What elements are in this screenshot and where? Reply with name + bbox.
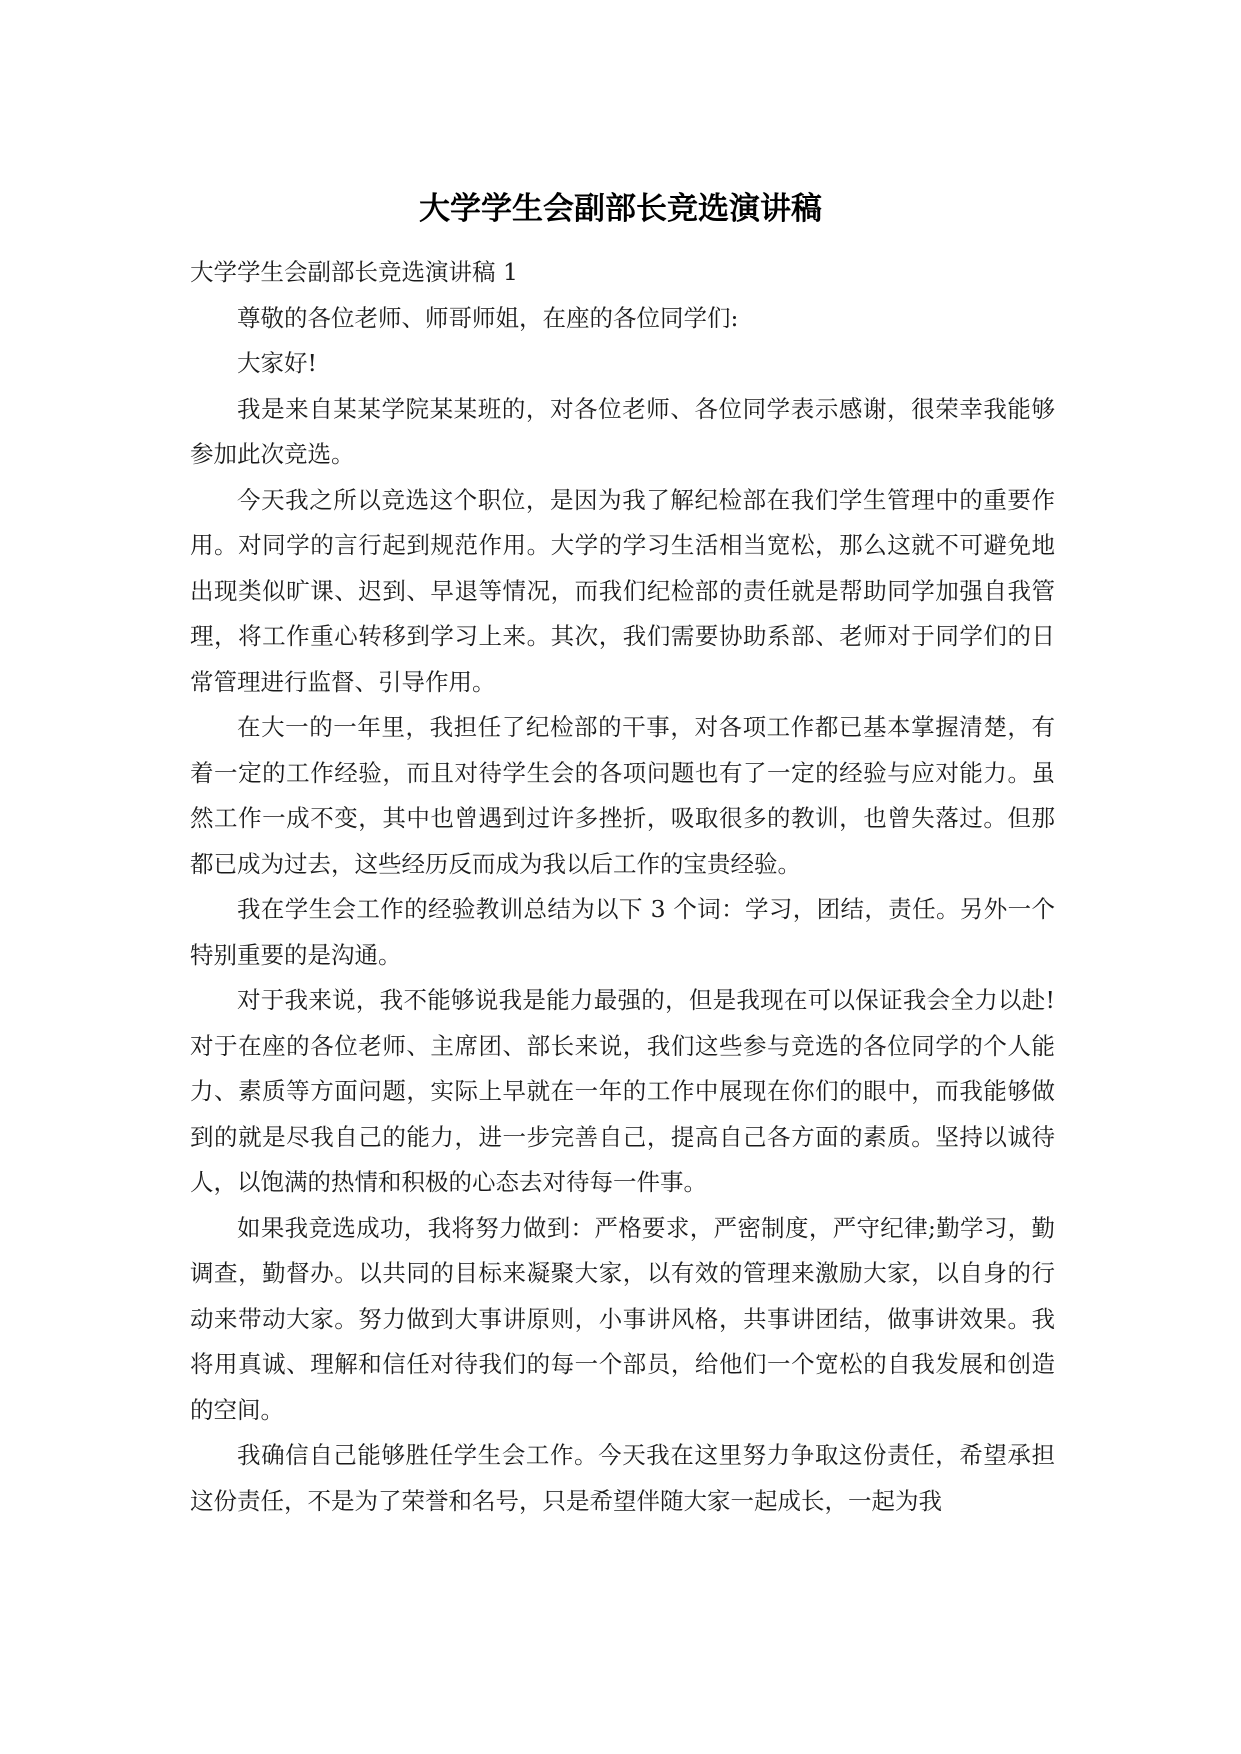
document-title: 大学学生会副部长竞选演讲稿 <box>419 191 822 227</box>
document-body <box>190 250 1055 1524</box>
paragraph-confidence: 我确信自己能够胜任学生会工作。今天我在这里努力争取这份责任，希望承担这份责任，不是为了荣誉和名号，只是希望伴随大家一起成长，一起为我 <box>190 1441 1055 1515</box>
paragraph-salutation: 尊敬的各位老师、师哥师姐，在座的各位同学们: <box>237 303 739 332</box>
paragraph-reason: 今天我之所以竞选这个职位，是因为我了解纪检部在我们学生管理中的重要作用。对同学的言行起到规范作用。大学的学习生活相当宽松，那么这就不可避免地出现类似旷课、迟到、早退等情况，而我们纪检部的责任就是帮助同学加强自我管理，将工作重心转移到学习上来。其次，我们需要协助系部、老师对于同学们的日常管理进行监督、引导作用。 <box>190 485 1055 696</box>
paragraph-lessons: 我在学生会工作的经验教训总结为以下 3 个词：学习，团结，责任。另外一个特别重要的是沟通。 <box>190 895 1055 969</box>
paragraph-plan: 如果我竞选成功，我将努力做到：严格要求，严密制度，严守纪律;勤学习，勤调查，勤督办。以共同的目标来凝聚大家，以有效的管理来激励大家，以自身的行动来带动大家。努力做到大事讲原则，小事讲风格，共事讲团结，做事讲效果。我将用真诚、理解和信任对待我们的每一个部员，给他们一个宽松的自我发展和创造的空间。 <box>190 1213 1055 1424</box>
paragraph-commitment: 对于我来说，我不能够说我是能力最强的，但是我现在可以保证我会全力以赴!对于在座的各位老师、主席团、部长来说，我们这些参与竞选的各位同学的个人能力、素质等方面问题，实际上早就在一年的工作中展现在你们的眼中，而我能够做到的就是尽我自己的能力，进一步完善自己，提高自己各方面的素质。坚持以诚待人，以饱满的热情和积极的心态去对待每一件事。 <box>190 986 1055 1196</box>
paragraph-experience: 在大一的一年里，我担任了纪检部的干事，对各项工作都已基本掌握清楚，有着一定的工作经验，而且对待学生会的各项问题也有了一定的经验与应对能力。虽然工作一成不变，其中也曾遇到过许多挫折，吸取很多的教训，也曾失落过。但那都已成为过去，这些经历反而成为我以后工作的宝贵经验。 <box>190 713 1055 878</box>
paragraph-introduction: 我是来自某某学院某某班的，对各位老师、各位同学表示感谢，很荣幸我能够参加此次竞选。 <box>190 394 1055 468</box>
paragraph-greeting: 大家好! <box>237 349 317 377</box>
section-heading: 大学学生会副部长竞选演讲稿 1 <box>190 258 518 286</box>
